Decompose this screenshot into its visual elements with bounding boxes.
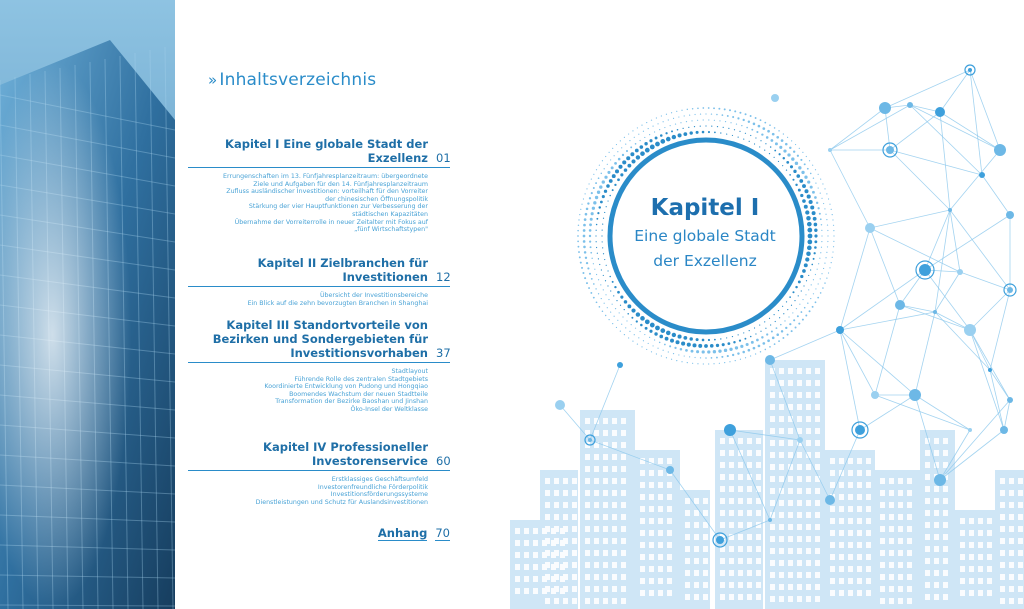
toc-title xyxy=(208,70,376,90)
double-chevron-icon: » xyxy=(208,71,218,89)
toc-chapter-1[interactable] xyxy=(188,137,450,234)
toc-chapter-4[interactable] xyxy=(188,440,450,506)
chapter-page: 01 xyxy=(436,151,451,165)
chapter-subtitle-line1: Eine globale Stadt xyxy=(634,227,776,245)
toc-item[interactable]: Zufluss ausländischer Investitionen: vorteilhaft für den Vorreiter xyxy=(226,188,428,196)
chapter-page: 37 xyxy=(436,346,451,360)
toc-item[interactable]: Ziele und Aufgaben für den 14. Fünfjahresplanzeitraum xyxy=(253,180,428,188)
toc-appendix[interactable] xyxy=(188,526,450,543)
toc-item[interactable]: Übersicht der Investitionsbereiche xyxy=(319,292,428,299)
toc-item[interactable]: Investitionsförderungssysteme xyxy=(330,491,428,499)
toc-item[interactable]: Investorenfreundliche Förderpolitik xyxy=(317,483,428,491)
toc-item[interactable]: Errungenschaften im 13. Fünfjahresplanzeitraum: übergeordnete xyxy=(223,173,428,180)
skyscraper-photo xyxy=(0,0,175,609)
chapter-page: 12 xyxy=(436,270,451,284)
toc-item[interactable]: Erstklassiges Geschäftsumfeld xyxy=(331,476,428,483)
toc-item[interactable]: Ein Blick auf die zehn bevorzugten Branchen in Shanghai xyxy=(247,299,428,307)
chapter-subtitle-line2: der Exzellenz xyxy=(653,252,757,270)
toc-item[interactable]: Führende Rolle des zentralen Stadtgebiets xyxy=(294,375,428,383)
toc-item[interactable]: Öko-Insel der Weltklasse xyxy=(350,405,428,413)
chapter-page: 70 xyxy=(435,526,450,540)
toc-item[interactable]: „fünf Wirtschaftstypen" xyxy=(354,226,428,234)
chapter-title[interactable]: Kapitel III Standortvorteile von Bezirken und Sondergebieten für Investitionsvorhaben xyxy=(212,318,428,360)
chapter-page: 60 xyxy=(436,454,451,468)
toc-title-text: Inhaltsverzeichnis xyxy=(219,70,377,90)
chapter-title[interactable]: Anhang xyxy=(377,526,428,540)
toc-chapter-2[interactable] xyxy=(188,256,450,307)
toc-item[interactable]: Transformation der Bezirke Baoshan und Jinshan xyxy=(275,398,428,406)
toc-item[interactable]: Stärkung der vier Hauptfunktionen zur Verbesserung der xyxy=(248,203,428,211)
toc-chapter-3[interactable] xyxy=(188,318,450,414)
table-of-contents xyxy=(180,0,470,609)
toc-item[interactable]: Dienstleistungen und Schutz für Auslandsinvestitionen xyxy=(255,498,428,506)
toc-item[interactable]: städtischen Kapazitäten xyxy=(352,210,428,218)
toc-item[interactable]: Boomendes Wachstum der neuen Stadtteile xyxy=(289,390,428,398)
toc-item[interactable]: Übernahme der Vorreiterrolle in neuer Zeitalter mit Fokus auf xyxy=(234,218,428,226)
toc-item[interactable]: der chinesischen Öffnungspolitik xyxy=(325,195,428,203)
chapter-badge xyxy=(610,195,800,271)
chapter-feature-graphic xyxy=(470,0,1024,609)
toc-item[interactable]: Stadtlayout xyxy=(391,368,428,375)
chapter-number: Kapitel I xyxy=(650,195,760,221)
chapter-title[interactable]: Kapitel IV Professioneller Investorenservice xyxy=(263,440,428,468)
toc-item[interactable]: Koordinierte Entwicklung von Pudong und Hongqiao xyxy=(264,383,428,391)
chapter-title[interactable]: Kapitel I Eine globale Stadt der Exzellenz xyxy=(225,137,428,165)
chapter-title[interactable]: Kapitel II Zielbranchen für Investitionen xyxy=(257,256,428,284)
